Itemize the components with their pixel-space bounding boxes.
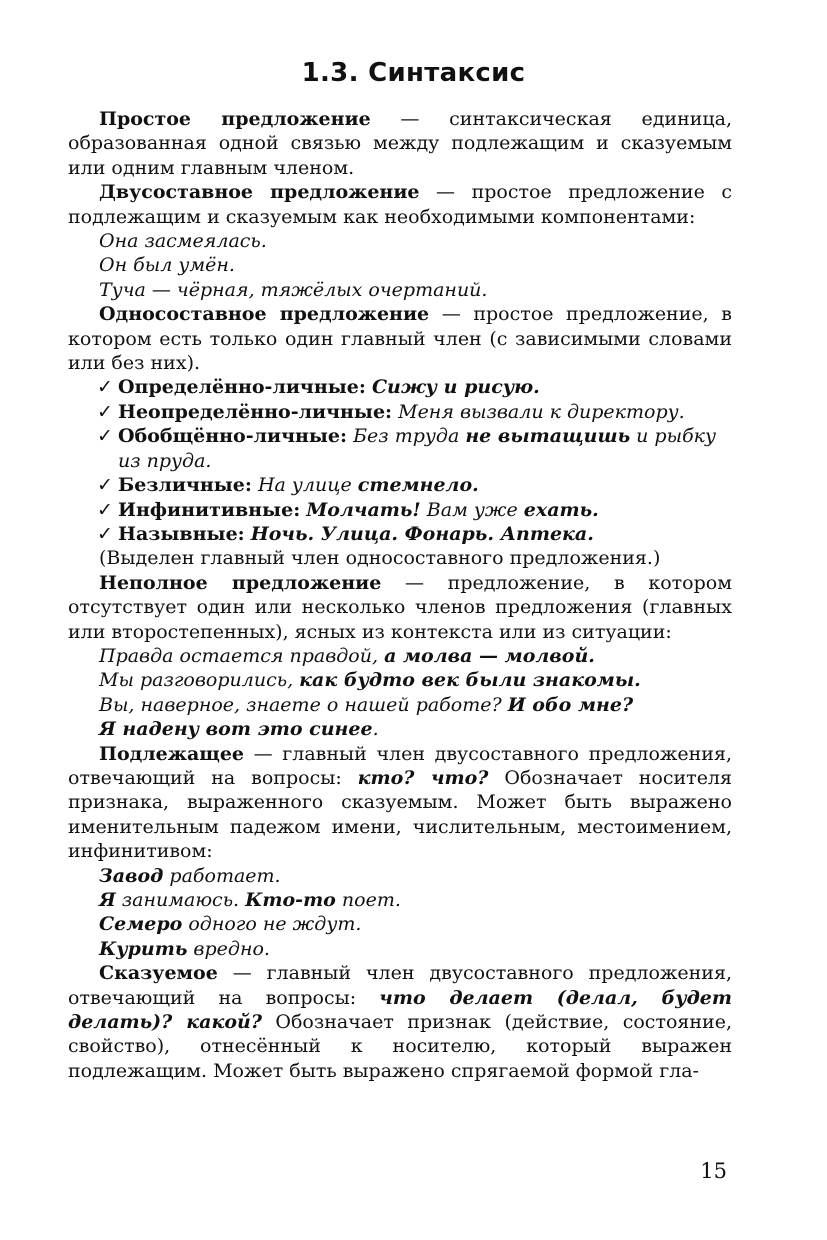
example: Вы, наверное, знаете о нашей работе? И обо мне? bbox=[99, 693, 634, 716]
onepart-sentence-def: Односоставное предложение — простое предложение, в котором есть только один главный член (с зависимыми словами или без них). bbox=[68, 303, 732, 375]
list-item: ✓ Неопределённо-личные: Меня вызвали к директору. bbox=[97, 400, 685, 423]
term: Односоставное предложение bbox=[99, 303, 430, 326]
list-item: ✓ Определённо-личные: Сижу и рисую. bbox=[97, 376, 540, 399]
simple-sentence-def: Простое предложение — синтаксическая единица, образованная одной связью между подлежащим и сказуемым или одним главным членом. bbox=[68, 108, 732, 179]
term: Подлежащее bbox=[99, 742, 244, 765]
checkmark-icon: ✓ bbox=[97, 498, 113, 521]
example: Семеро одного не ждут. bbox=[99, 913, 362, 936]
note: (Выделен главный член односоставного предложения.) bbox=[99, 547, 661, 570]
checkmark-icon: ✓ bbox=[97, 376, 113, 399]
example: Завод работает. bbox=[99, 864, 281, 887]
list-item: ✓ Безличные: На улице стемнело. bbox=[97, 474, 479, 497]
subject-def: Подлежащее — главный член двусоставного предложения, отвечающий на вопросы: кто? что? Обозначает носителя признака, выраженного сказуемым. Может быть выражено именительным падежом имени, числительным, местоимением, инфинитивом: bbox=[68, 742, 732, 863]
list-item: ✓ Инфинитивные: Молчать! Вам уже ехать. bbox=[97, 498, 599, 521]
example: Туча — чёрная, тяжёлых очертаний. bbox=[99, 278, 488, 301]
list-item: ✓ Назывные: Ночь. Улица. Фонарь. Аптека. bbox=[97, 522, 594, 545]
twopart-sentence-def: Двусоставное предложение — простое предложение с подлежащим и сказуемым как необходимыми компонентами: bbox=[68, 181, 732, 228]
example: Мы разговорились, как будто век были знакомы. bbox=[99, 669, 641, 692]
example: Правда остается правдой, а молва — молвой. bbox=[99, 644, 595, 667]
checkmark-icon: ✓ bbox=[97, 474, 113, 497]
term: Сказуемое bbox=[99, 962, 218, 985]
checkmark-icon: ✓ bbox=[97, 400, 113, 423]
term: Двусоставное предложение bbox=[99, 181, 420, 204]
page-number: 15 bbox=[700, 1159, 727, 1183]
example: Он был умён. bbox=[99, 254, 235, 277]
page-body bbox=[68, 107, 732, 1083]
list-item: ✓ Обобщённо-личные: Без труда не вытащишь и рыбку из пруда. bbox=[97, 425, 717, 472]
term: Простое предложение bbox=[99, 108, 371, 130]
example: Курить вредно. bbox=[99, 937, 270, 960]
example: Я надену вот это синее. bbox=[99, 718, 379, 741]
example: Она засмеялась. bbox=[99, 230, 267, 253]
predicate-def: Сказуемое — главный член двусоставного предложения, отвечающий на вопросы: что делает (делал, будет делать)? какой? Обозначает признак (действие, состояние, свойство), отнесённый к носителю, который выражен подлежащим. Может быть выражено спрягаемой формой гла- bbox=[68, 962, 732, 1082]
checkmark-icon: ✓ bbox=[97, 522, 113, 545]
section-title: 1.3. Синтаксис bbox=[301, 58, 526, 88]
example: Я занимаюсь. Кто-то поет. bbox=[99, 889, 401, 911]
term: Неполное предложение bbox=[99, 571, 382, 594]
incomplete-sentence-def: Неполное предложение — предложение, в котором отсутствует один или несколько членов предложения (главных или второстепенных), ясных из контекста или из ситуации: bbox=[68, 571, 732, 643]
checkmark-icon: ✓ bbox=[97, 425, 113, 448]
